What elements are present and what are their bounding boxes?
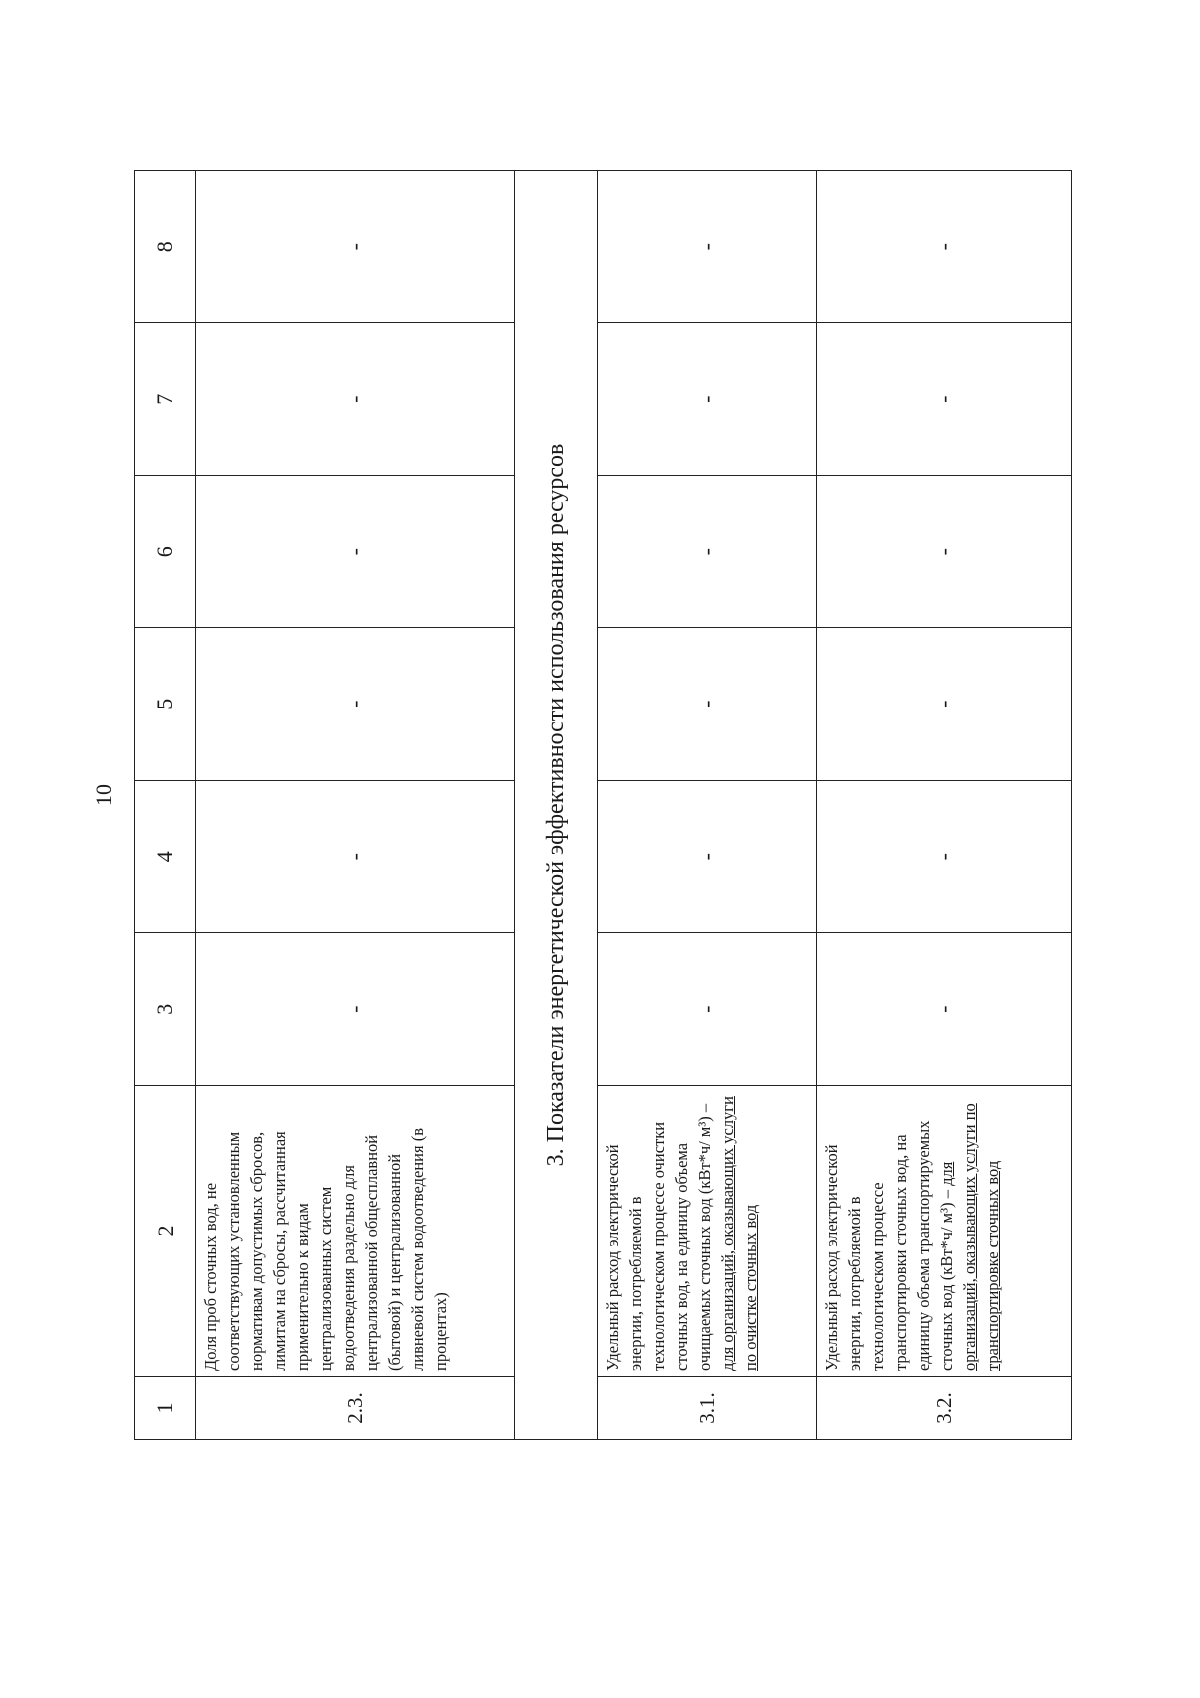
section-title: 3. Показатели энергетической эффективности использования ресурсов <box>515 171 598 1440</box>
header-col-2: 2 <box>135 1086 196 1377</box>
header-col-6: 6 <box>135 476 196 629</box>
cell-value: - <box>817 476 1072 629</box>
cell-value: - <box>817 628 1072 781</box>
table-row <box>817 171 1072 1440</box>
header-col-8: 8 <box>135 171 196 324</box>
header-col-1: 1 <box>135 1377 196 1440</box>
cell-value: - <box>817 171 1072 324</box>
header-col-7: 7 <box>135 323 196 476</box>
table-row <box>598 171 817 1440</box>
cell-value: - <box>196 781 515 934</box>
header-row <box>135 171 196 1440</box>
row-number: 2.3. <box>196 1377 515 1440</box>
indicators-table <box>134 170 1072 1440</box>
cell-value: - <box>598 933 817 1086</box>
description-underlined-text: для организаций, оказывающих услуги по очистке сточных вод <box>718 1096 760 1371</box>
cell-value: - <box>196 171 515 324</box>
page-number: 10 <box>91 784 116 806</box>
cell-value: - <box>817 781 1072 934</box>
cell-value: - <box>817 933 1072 1086</box>
row-description <box>598 1086 817 1377</box>
description-text: Удельный расход электрической энергии, потребляемой в технологическом процессе очистки сточных вод, на единицу объема очищаемых сточных вод (кВт*ч/ м³) – <box>603 1103 714 1371</box>
row-number: 3.2. <box>817 1377 1072 1440</box>
cell-value: - <box>598 476 817 629</box>
cell-value: - <box>196 628 515 781</box>
cell-value: - <box>196 933 515 1086</box>
description-text: Удельный расход электрической энергии, потребляемой в технологическом процессе транспортировки сточных вод, на единицу объема транспортируемых сточных вод (кВт*ч/ м³) – <box>822 1120 956 1371</box>
row-description: Доля проб сточных вод, не соответствующих установленным нормативам допустимых сбросов, лимитам на сбросы, рассчитанная применительно к видам централизованных систем водоотведения раздельно для централизованной общесплавной (бытовой) и централизованной ливневой систем водоотведения (в процентах) <box>196 1086 515 1377</box>
cell-value: - <box>196 476 515 629</box>
rotated-table-container <box>134 170 1074 1440</box>
description-underlined-text: для организаций, оказывающих услуги по транспортировке сточных вод <box>937 1103 1002 1371</box>
cell-value: - <box>598 171 817 324</box>
cell-value: - <box>598 781 817 934</box>
cell-value: - <box>817 323 1072 476</box>
table-row <box>196 171 515 1440</box>
cell-value: - <box>598 323 817 476</box>
header-col-5: 5 <box>135 628 196 781</box>
row-number: 3.1. <box>598 1377 817 1440</box>
section-row <box>515 171 598 1440</box>
header-col-3: 3 <box>135 933 196 1086</box>
row-description <box>817 1086 1072 1377</box>
cell-value: - <box>598 628 817 781</box>
header-col-4: 4 <box>135 781 196 934</box>
cell-value: - <box>196 323 515 476</box>
